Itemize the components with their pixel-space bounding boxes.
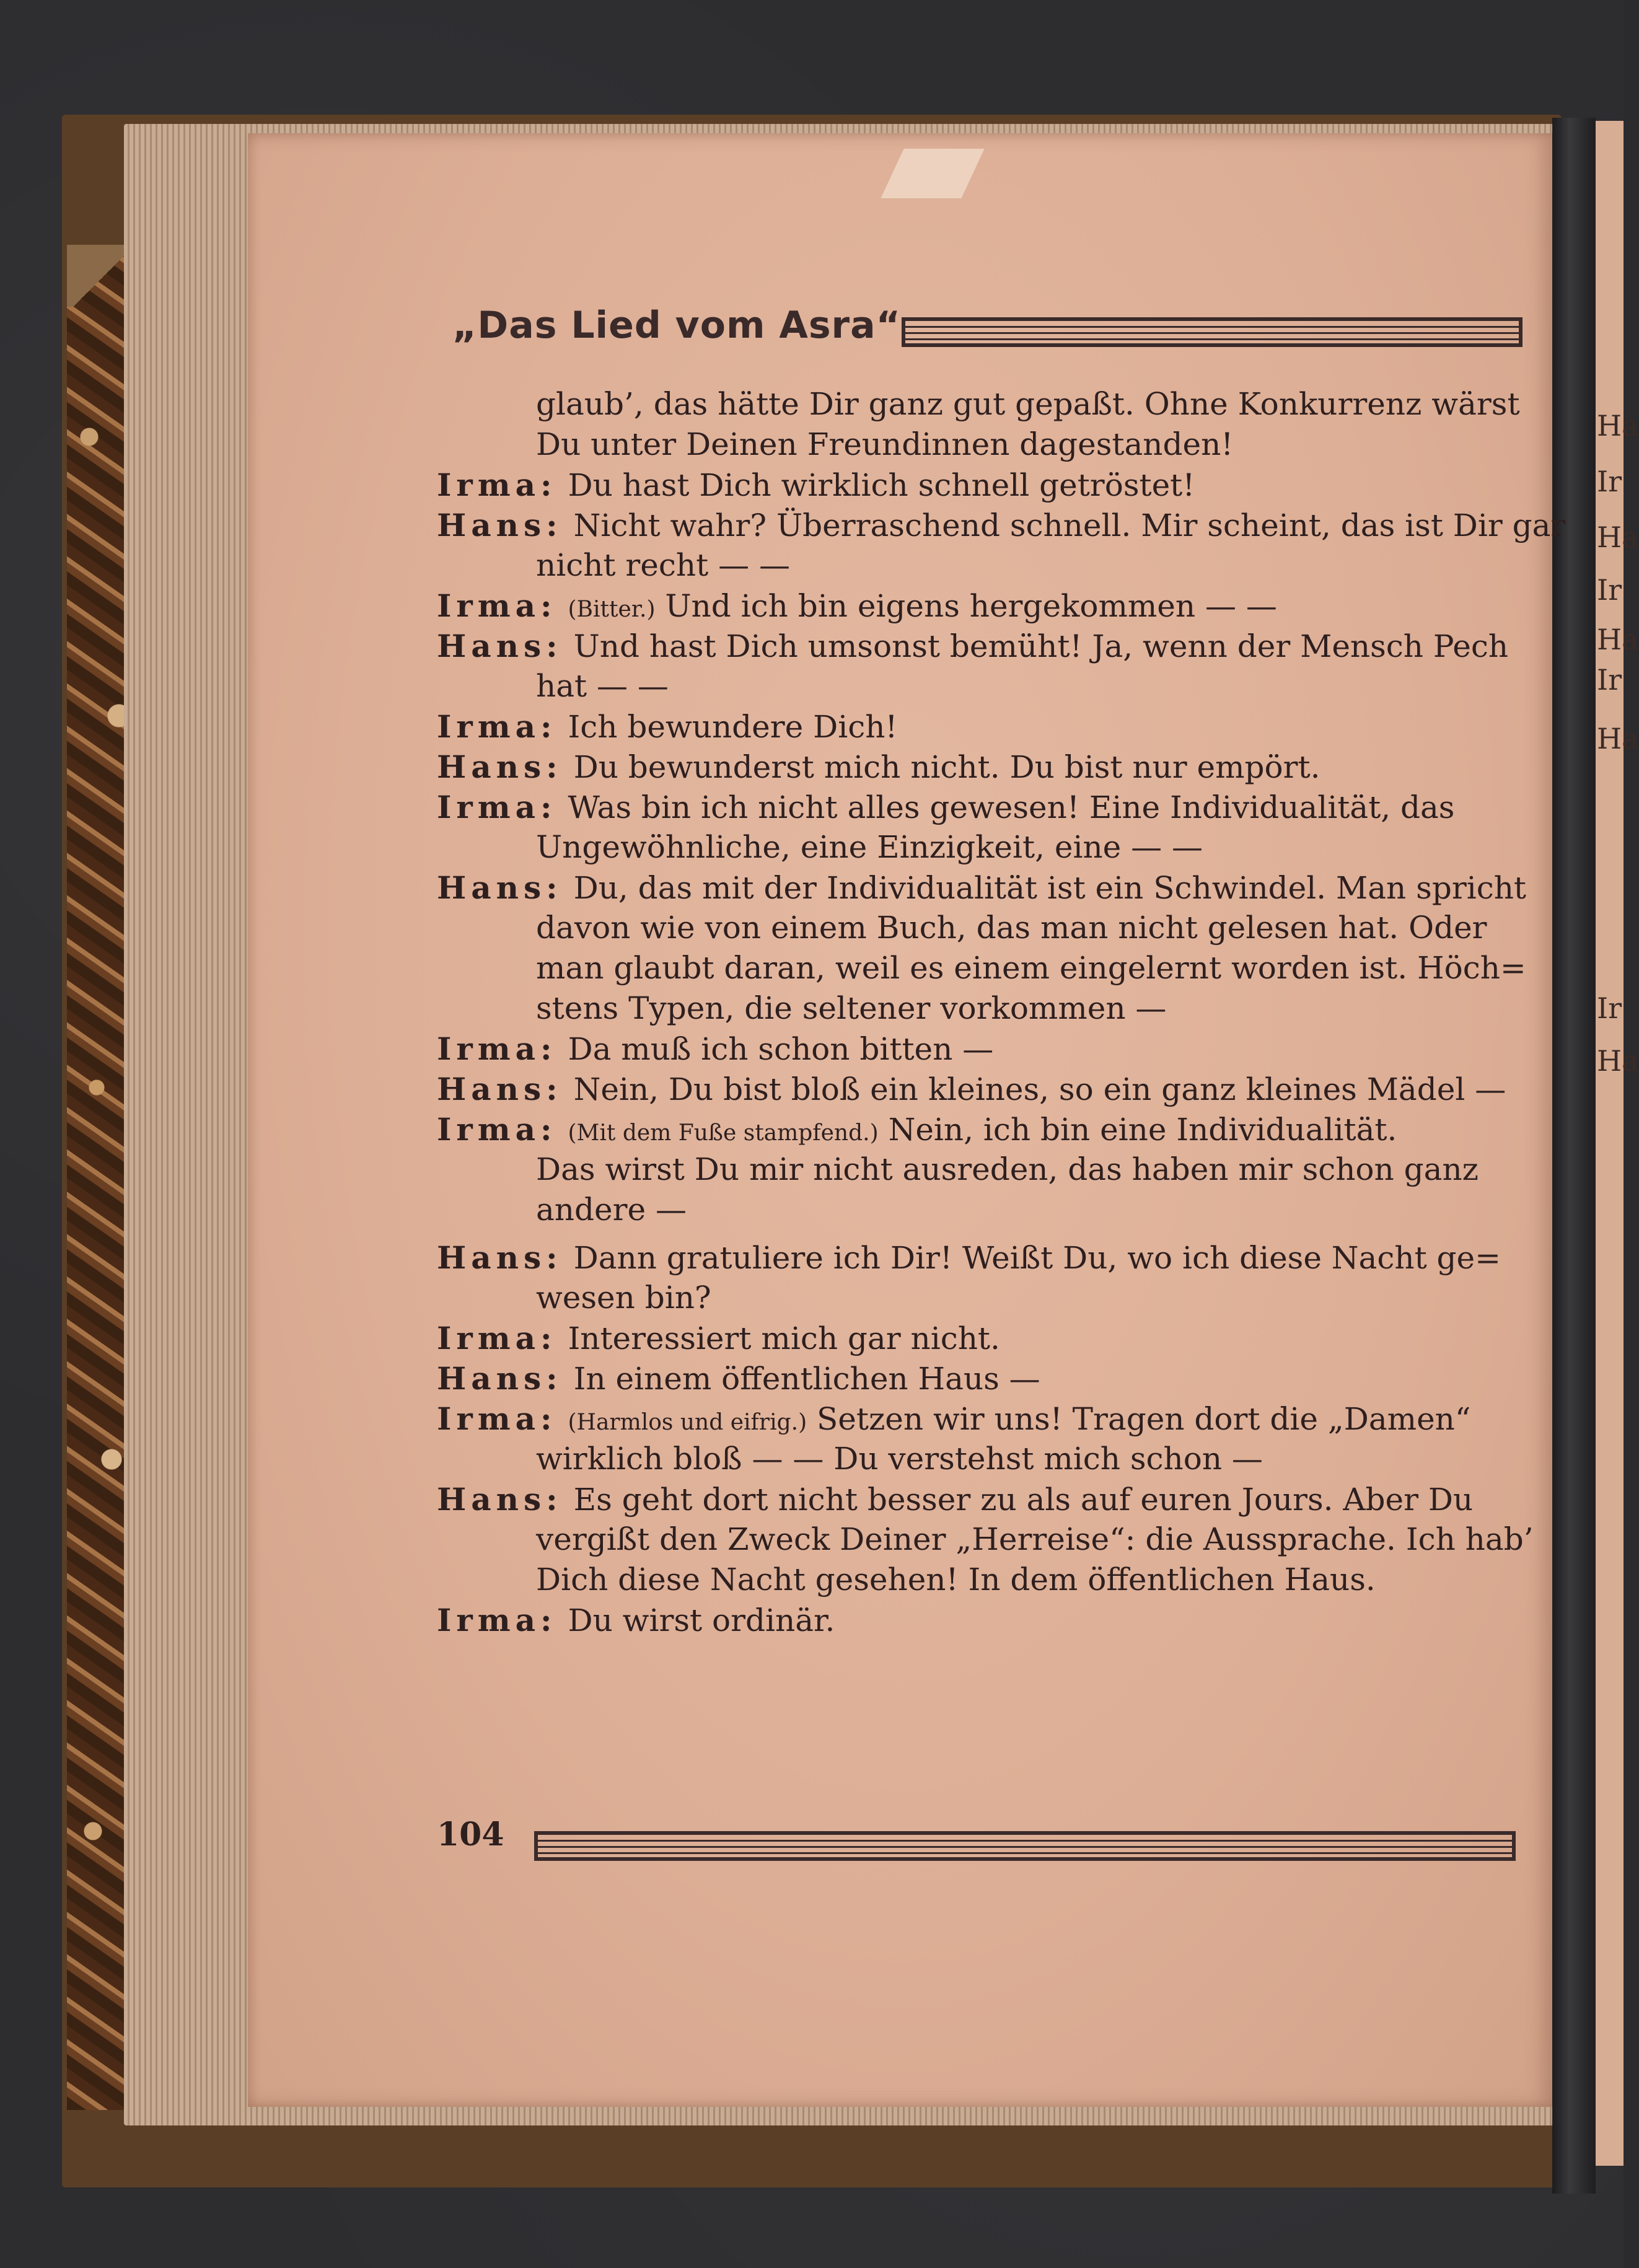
text-line: Hans: In einem öffentlichen Haus — — [437, 1360, 1040, 1397]
text-line: Hans: Und hast Dich umsonst bemüht! Ja, wenn der Mensch Pech — [437, 628, 1509, 664]
text-line: davon wie von einem Buch, das man nicht gelesen hat. Oder — [536, 910, 1487, 946]
next-page-fragment: Ir — [1597, 573, 1622, 607]
text-line: Hans: Nicht wahr? Überraschend schnell. Mir scheint, das ist Dir gar — [437, 507, 1566, 543]
text-line: Hans: Es geht dort nicht besser zu als auf euren Jours. Aber Du — [437, 1481, 1474, 1518]
next-page-fragment: Ir — [1597, 991, 1622, 1025]
speaker-name: Hans: — [437, 1360, 563, 1397]
text-line: Das wirst Du mir nicht ausreden, das haben mir schon ganz — [536, 1151, 1479, 1187]
speaker-name: Irma: — [437, 1400, 557, 1437]
book-gutter — [1552, 118, 1596, 2194]
next-page-fragment: Ha — [1597, 1044, 1639, 1078]
text-line: glaub’, das hätte Dir ganz gut gepaßt. Ohne Konkurrenz wärst — [536, 386, 1520, 422]
text-line: Irma: Was bin ich nicht alles gewesen! Eine Individualität, das — [437, 789, 1455, 825]
text-line: Irma: Da muß ich schon bitten — — [437, 1031, 994, 1067]
speaker-name: Irma: — [437, 1320, 557, 1356]
text-line: Irma: Du hast Dich wirklich schnell getröstet! — [437, 467, 1195, 503]
text-line: Irma: (Bitter.) Und ich bin eigens hergekommen — — — [437, 587, 1277, 624]
text-line: wesen bin? — [536, 1280, 711, 1316]
text-line: Hans: Dann gratuliere ich Dir! Weißt Du, wo ich diese Nacht ge= — [437, 1239, 1501, 1276]
text-line: wirklich bloß — — Du verstehst mich schon — — [536, 1441, 1263, 1477]
speaker-name: Hans: — [437, 1481, 563, 1518]
speaker-name: Hans: — [437, 869, 563, 906]
page-text — [437, 384, 1566, 1640]
text-line: Ungewöhnliche, eine Einzigkeit, eine — — — [536, 829, 1203, 865]
text-line: Irma: Du wirst ordinär. — [437, 1602, 835, 1638]
speaker-name: Irma: — [437, 708, 557, 745]
header-ornament-rule — [902, 317, 1523, 347]
next-page-fragment: Ha — [1597, 521, 1639, 554]
speaker-name: Irma: — [437, 1031, 557, 1067]
next-page-fragment: Ha — [1597, 722, 1639, 755]
running-header-title: „Das Lied vom Asra“ — [452, 304, 902, 347]
page-number: 104 — [437, 1816, 504, 1853]
text-line: Hans: Nein, Du bist bloß ein kleines, so ein ganz kleines Mädel — — [437, 1071, 1506, 1107]
text-line: nicht recht — — — [536, 547, 790, 583]
text-line: Du unter Deinen Freundinnen dagestanden! — [536, 426, 1234, 462]
footer-ornament-rule — [534, 1831, 1516, 1861]
speaker-name: Irma: — [437, 1602, 557, 1638]
text-line: Hans: Du bewunderst mich nicht. Du bist nur empört. — [437, 749, 1320, 785]
next-page-fragment: Ha — [1597, 409, 1639, 442]
text-line: vergißt den Zweck Deiner „Herreise“: die Aussprache. Ich hab’ — [536, 1521, 1534, 1557]
text-line: Irma: (Mit dem Fuße stampfend.) Nein, ich bin eine Individualität. — [437, 1111, 1397, 1148]
speaker-name: Hans: — [437, 1239, 563, 1276]
next-page-fragment: Ir — [1597, 663, 1622, 697]
speaker-name: Hans: — [437, 507, 563, 543]
text-line: Irma: Ich bewundere Dich! — [437, 708, 898, 745]
text-line: Irma: Interessiert mich gar nicht. — [437, 1320, 1000, 1356]
speaker-name: Irma: — [437, 587, 557, 624]
text-line: Irma: (Harmlos und eifrig.) Setzen wir uns! Tragen dort die „Damen“ — [437, 1400, 1471, 1437]
next-page-fragment: Ir — [1597, 465, 1622, 498]
text-line: andere — — [536, 1192, 687, 1228]
speaker-name: Irma: — [437, 789, 557, 825]
stage-direction: (Mit dem Fuße stampfend.) — [568, 1120, 879, 1146]
stage-direction: (Bitter.) — [568, 597, 656, 622]
text-line: man glaubt daran, weil es einem eingelernt worden ist. Höch= — [536, 950, 1526, 986]
speaker-name: Hans: — [437, 1071, 563, 1107]
text-line: Dich diese Nacht gesehen! In dem öffentlichen Haus. — [536, 1562, 1376, 1598]
stage-direction: (Harmlos und eifrig.) — [568, 1410, 807, 1435]
text-line: Hans: Du, das mit der Individualität ist ein Schwindel. Man spricht — [437, 869, 1527, 906]
next-page-fragment: Ha — [1597, 623, 1639, 656]
text-line: stens Typen, die seltener vorkommen — — [536, 990, 1167, 1026]
text-line: hat — — — [536, 668, 669, 704]
speaker-name: Hans: — [437, 628, 563, 664]
speaker-name: Hans: — [437, 749, 563, 785]
speaker-name: Irma: — [437, 1111, 557, 1148]
speaker-name: Irma: — [437, 467, 557, 503]
